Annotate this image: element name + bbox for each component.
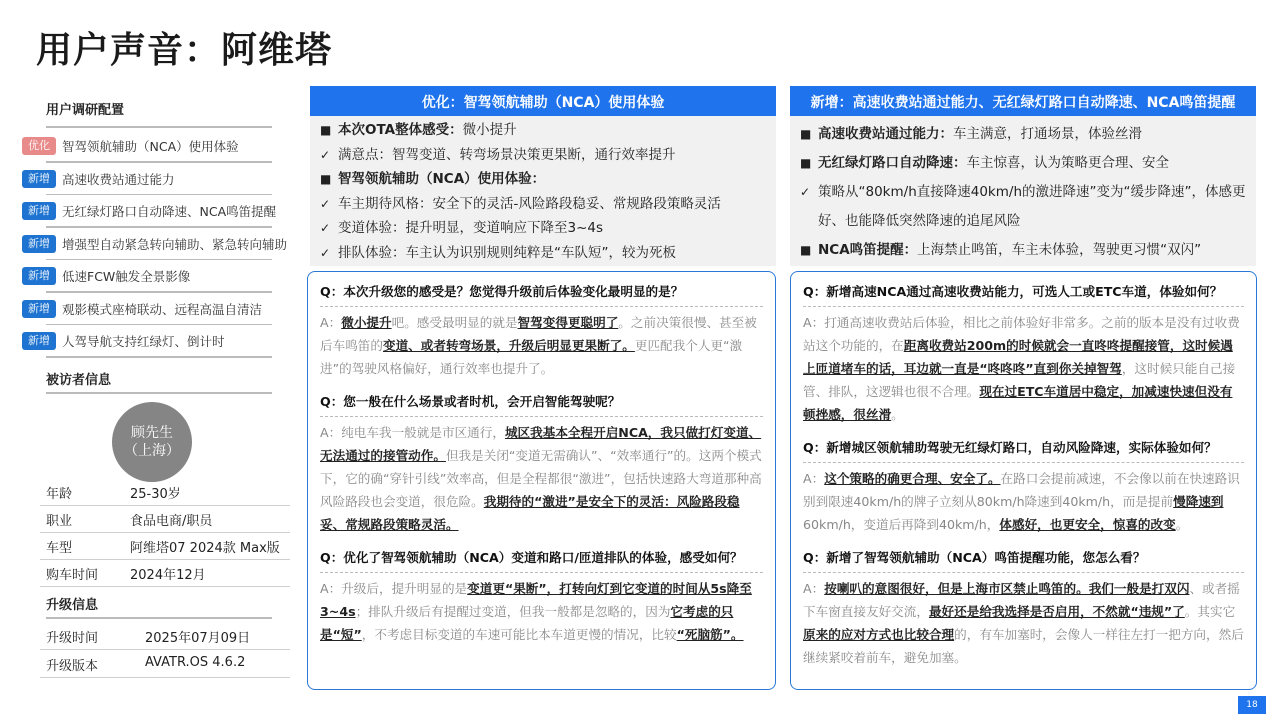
right-qa-box [790, 271, 1257, 690]
research-item [22, 298, 262, 320]
answer [320, 311, 763, 380]
right-header: 新增：高速收费站通过能力、无红绿灯路口自动降速、NCA鸣笛提醒 [790, 86, 1256, 118]
question: Q：本次升级您的感受是？您觉得升级前后体验变化最明显的是？ [320, 284, 684, 299]
interviewee-title: 被访者信息 [46, 373, 112, 388]
item-badge: 新增 [22, 300, 56, 318]
answer-text: ；排队升级后有提醒过变道，但我一般都是忽略的，因为 [355, 604, 671, 619]
mid-header: 优化：智驾领航辅助（NCA）使用体验 [310, 86, 776, 118]
answer-text: A： [320, 315, 342, 330]
summary-text: 车主满意，打通场景，体验丝滑 [953, 126, 1142, 142]
summary-label: 智驾领航辅助（NCA）使用体验： [338, 171, 546, 187]
research-item [22, 135, 239, 157]
summary-line [800, 149, 1246, 178]
item-badge: 新增 [22, 332, 56, 350]
answer [803, 311, 1244, 426]
item-label: 无红绿灯路口自动降速、NCA鸣笛提醒 [62, 204, 277, 219]
bullet-icon: ✓ [800, 185, 811, 199]
item-badge: 新增 [22, 170, 56, 188]
research-item [22, 330, 225, 352]
bullet-icon: ✓ [320, 147, 331, 162]
info-key: 职业 [46, 514, 73, 529]
answer-highlight: “死脑筋”。 [676, 627, 744, 642]
answer [320, 577, 763, 646]
info-value: 2024年12月 [130, 568, 206, 583]
avatar-name: 顾先生 [131, 425, 173, 441]
answer-text: 。其实它 [1184, 604, 1236, 619]
answer-text: 在路口会提前减速，不会像以前在快速路识别到限速40km/h的牌子立刻从80km/h降速到40km/h，而是提前 [803, 471, 1240, 509]
answer-highlight: 城区我基本全程开启NCA，我只做打灯变道、无法通过的接管动作。 [320, 425, 762, 463]
answer-text: 的，有车加塞时，会像人一样往左打一把方向，然后继续紧咬着前车，避免加塞。 [803, 627, 1244, 665]
divider [803, 572, 1244, 573]
question: Q：您一般在什么场景或者时机，会开启智能驾驶呢？ [320, 394, 621, 409]
info-value: 食品电商/职员 [130, 514, 213, 529]
divider [40, 532, 290, 533]
answer-text: A：打通高速收费站后体验，相比之前体验好非常多。之前的版本是没有过收费站这个功能的，在 [803, 315, 1240, 353]
summary-line [800, 178, 1246, 236]
bullet-icon: ■ [800, 127, 812, 141]
divider [320, 572, 763, 573]
summary-line [320, 167, 766, 192]
answer-text: 60km/h，变道后再降到40km/h， [803, 517, 1000, 532]
summary-text: 排队体验：车主认为识别规则纯粹是“车队短”，较为死板 [338, 244, 676, 261]
answer-text: ，这时候只能自己接管、排队，这逻辑也很不合理。 [803, 361, 1236, 399]
bullet-icon: ■ [800, 243, 812, 257]
bullet-icon: ■ [320, 172, 332, 186]
summary-line [320, 216, 766, 241]
divider [803, 462, 1244, 463]
answer-highlight: 按喇叭的意图很好，但是上海市区禁止鸣笛的。我们一般是打双闪 [824, 581, 1190, 596]
answer [803, 467, 1244, 536]
divider [40, 649, 290, 650]
answer-text: A：升级后，提升明显的是 [320, 581, 468, 596]
answer-highlight: 变道、或者转弯场景，升级后明显更果断了。 [382, 338, 635, 353]
answer-highlight: 我期待的“激进”是安全下的灵活：风险路段稳妥、常规路段策略灵活。 [320, 494, 740, 532]
divider [40, 586, 290, 587]
bullet-icon: ✓ [320, 221, 331, 235]
summary-label: NCA鸣笛提醒： [818, 242, 918, 258]
summary-line [320, 192, 766, 217]
info-key: 车型 [46, 541, 73, 556]
mid-qa-box [307, 271, 776, 690]
info-value: 阿维塔07 2024款 Max版 [130, 541, 280, 556]
answer-text: ，不考虑目标变道的车速可能比本车道更慢的情况，比较 [361, 627, 677, 642]
upgrade-value: 2025年07月09日 [145, 631, 251, 646]
upgrade-key: 升级版本 [46, 659, 99, 674]
divider [40, 559, 290, 560]
question: Q：新增城区领航辅助驾驶无红绿灯路口，自动风险降速，实际体验如何？ [803, 440, 1217, 455]
answer-text: 更匹配我个人更“激进”的驾驶风格偏好，通行效率也提升了。 [320, 338, 743, 376]
divider [46, 161, 272, 163]
divider [320, 306, 763, 307]
item-label: 低速FCW触发全景影像 [62, 269, 191, 284]
summary-line [800, 236, 1246, 265]
bullet-icon: ✓ [320, 245, 331, 260]
answer-highlight: 距离收费站200m的时候就会一直咚咚提醒接管，这时候遇上匝道堵车的话，耳边就一直是“咚咚咚”直到你关掉智驾 [803, 338, 1233, 376]
research-item [22, 265, 190, 287]
answer-text: A：纯电车我一般就是市区通行， [320, 425, 505, 440]
info-key: 年龄 [46, 487, 73, 502]
upgrade-key: 升级时间 [46, 631, 99, 646]
summary-text: 满意点：智驾变道、转弯场景决策更果断，通行效率提升 [338, 146, 676, 163]
summary-line [320, 241, 766, 266]
answer-highlight: 智驾变得更聪明了 [517, 315, 619, 330]
mid-summary [310, 116, 776, 266]
upgrade-info-title: 升级信息 [46, 598, 99, 613]
bullet-icon: ■ [800, 156, 812, 170]
answer-highlight: 变道更“果断”，打转向灯到它变道的时间从5s降至3~4s [320, 581, 752, 619]
item-label: 增强型自动紧急转向辅助、紧急转向辅助 [62, 236, 288, 252]
summary-line [800, 120, 1246, 149]
divider [46, 324, 272, 326]
answer-text: 。 [1175, 517, 1189, 532]
answer-text: 。 [891, 407, 904, 422]
divider [46, 617, 272, 619]
divider [46, 226, 272, 228]
divider [46, 291, 272, 293]
item-label: 智驾领航辅助（NCA）使用体验 [62, 139, 239, 154]
divider [46, 259, 272, 261]
info-value: 25-30岁 [130, 487, 181, 502]
item-label: 观影模式座椅联动、远程高温自清洁 [62, 301, 263, 317]
summary-text: 车主期待风格：安全下的灵活-风险路段稳妥、常规路段策略灵活 [338, 195, 721, 212]
divider [803, 306, 1244, 307]
answer-text: A： [803, 581, 825, 596]
summary-label: 无红绿灯路口自动降速： [818, 155, 967, 171]
item-badge: 优化 [22, 137, 56, 155]
summary-text: 车主惊喜，认为策略更合理、安全 [966, 155, 1169, 171]
page-title: 用户声音：阿维塔 [36, 30, 333, 71]
answer [803, 577, 1244, 669]
answer-highlight: 现在过ETC车道居中稳定，加减速快速但没有顿挫感，很丝滑 [803, 384, 1233, 422]
item-badge: 新增 [22, 235, 56, 253]
answer-text: 吧。感受最明显的就是 [391, 315, 518, 330]
divider [40, 505, 290, 506]
divider [46, 126, 272, 128]
summary-line [320, 118, 766, 143]
question: Q：新增了智驾领航辅助（NCA）鸣笛提醒功能，您怎么看？ [803, 550, 1146, 565]
bullet-icon: ■ [320, 123, 332, 137]
research-config-title: 用户调研配置 [46, 103, 125, 118]
question: Q：优化了智驾领航辅助（NCA）变道和路口/匝道排队的体验，感受如何？ [320, 550, 743, 565]
item-label: 人驾导航支持红绿灯、倒计时 [62, 334, 225, 349]
item-label: 高速收费站通过能力 [62, 171, 175, 187]
divider [40, 677, 290, 678]
divider [46, 392, 272, 394]
page-number: 18 [1238, 696, 1266, 714]
info-key: 购车时间 [46, 568, 99, 583]
answer-highlight: 慢降速到 [1173, 494, 1224, 509]
answer-highlight: 体感好，也更安全，惊喜的改变 [999, 517, 1176, 532]
research-item [22, 168, 175, 190]
divider [320, 416, 763, 417]
answer-highlight: 它考虑的只是“短” [320, 604, 734, 642]
summary-label: 高速收费站通过能力： [818, 126, 953, 142]
research-item [22, 200, 276, 222]
item-badge: 新增 [22, 267, 56, 285]
question: Q：新增高速NCA通过高速收费站能力，可选人工或ETC车道，体验如何？ [803, 284, 1223, 299]
summary-label: 本次OTA整体感受： [338, 122, 463, 138]
summary-text: 策略从“80km/h直接降速40km/h的激进降速”变为“缓步降速”，体感更好、也能降低突然降速的追尾风险 [818, 184, 1246, 229]
avatar [112, 402, 192, 482]
answer-text: 但我是关闭“变道无需确认”、“效率通行”的。这两个模式下，它的确“穿针引线”效率高，但是全程都很“激进”，包括快速路大弯道那种高风险路段也会变道，很危险。 [320, 448, 762, 509]
divider [46, 194, 272, 196]
summary-line [320, 143, 766, 168]
item-badge: 新增 [22, 202, 56, 220]
summary-text: 微小提升 [462, 122, 517, 138]
right-summary [790, 116, 1256, 266]
answer-text: 、或者摇下车窗直接友好交流， [803, 581, 1240, 619]
answer-text: 。之前决策很慢、甚至被后车鸣笛的 [320, 315, 757, 353]
avatar-location: （上海） [124, 443, 180, 459]
answer-highlight: 这个策略的确更合理、安全了。 [824, 471, 1001, 486]
answer-highlight: 原来的应对方式也比较合理 [803, 627, 955, 642]
summary-text: 变道体验：提升明显，变道响应下降至3~4s [338, 220, 604, 236]
divider [46, 356, 272, 358]
bullet-icon: ✓ [320, 196, 331, 211]
answer-highlight: 微小提升 [341, 315, 392, 330]
research-item [22, 233, 287, 255]
summary-text: 上海禁止鸣笛，车主未体验，驾驶更习惯“双闪” [917, 242, 1202, 258]
upgrade-value: AVATR.OS 4.6.2 [145, 655, 246, 670]
answer [320, 421, 763, 536]
answer-highlight: 最好还是给我选择是否启用，不然就“违规”了 [928, 604, 1185, 619]
answer-text: A： [803, 471, 825, 486]
